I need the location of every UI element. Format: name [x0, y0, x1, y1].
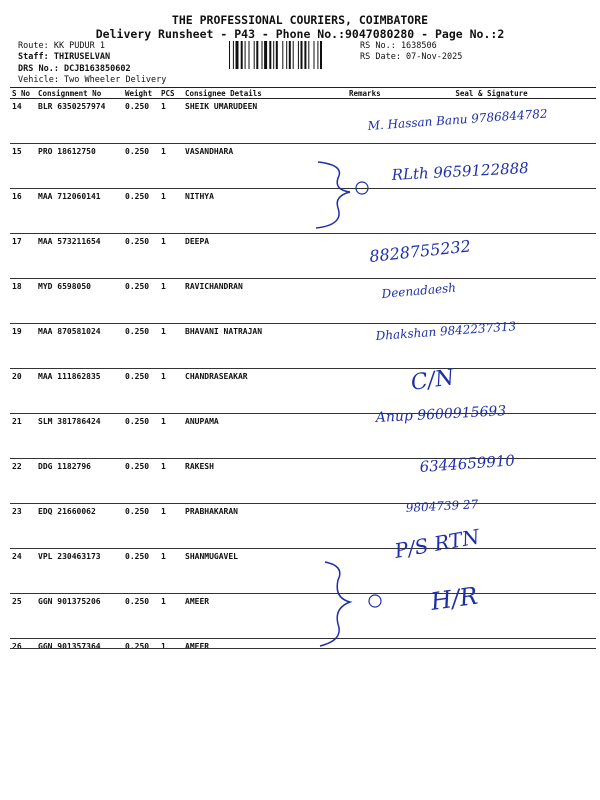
cell-consignee: AMEER	[183, 594, 347, 639]
barcode-bar	[254, 41, 255, 69]
cell-remarks	[347, 99, 387, 144]
cell-signature	[387, 234, 596, 279]
cell-sno: 15	[10, 144, 36, 189]
table-row	[10, 234, 596, 279]
cell-sno: 19	[10, 324, 36, 369]
cell-remarks	[347, 549, 387, 594]
cell-signature	[387, 594, 596, 639]
header-pcs: PCS	[159, 88, 183, 99]
barcode-bar	[298, 41, 299, 69]
company-title: THE PROFESSIONAL COURIERS, COIMBATORE	[171, 13, 429, 27]
signature-row-19: Dhakshan 9842237313	[375, 319, 517, 343]
cell-signature	[387, 549, 596, 594]
cell-sno: 23	[10, 504, 36, 549]
barcode-image	[229, 41, 355, 69]
cell-signature	[387, 189, 596, 234]
cell-remarks	[347, 504, 387, 549]
barcode-bar	[301, 41, 303, 69]
staff-label: Staff: THIRUSELVAN	[18, 52, 111, 62]
cell-weight: 0.250	[123, 324, 159, 369]
cell-weight: 0.250	[123, 189, 159, 234]
signature-row-14: M. Hassan Banu 9786844782	[367, 106, 548, 133]
cell-weight: 0.250	[123, 504, 159, 549]
table-row	[10, 549, 596, 594]
cell-signature	[387, 279, 596, 324]
cell-consignee: RAKESH	[183, 459, 347, 504]
barcode-bar	[282, 41, 283, 69]
cell-consignment: VPL 230463173	[36, 549, 123, 594]
barcode-bar	[264, 41, 267, 69]
cell-consignment: MAA 712060141	[36, 189, 123, 234]
cell-sno: 20	[10, 369, 36, 414]
cell-signature	[387, 144, 596, 189]
cell-weight: 0.250	[125, 642, 150, 651]
cell-remarks	[347, 279, 387, 324]
barcode-bar	[293, 41, 294, 69]
cell-remarks	[347, 459, 387, 504]
barcode-bar	[286, 41, 287, 69]
barcode-bar	[236, 41, 239, 69]
cell-pcs: 1	[159, 594, 183, 639]
cell-pcs: 1	[161, 642, 166, 651]
signature-row-25: H/R	[428, 581, 480, 616]
cell-pcs: 1	[159, 189, 183, 234]
table-row	[10, 99, 596, 144]
cell-weight: 0.250	[123, 234, 159, 279]
cell-pcs: 1	[159, 369, 183, 414]
cell-consignment: DDG 1182796	[36, 459, 123, 504]
barcode-bar	[229, 41, 230, 69]
cell-pcs: 1	[159, 324, 183, 369]
barcode-bar	[308, 41, 309, 69]
cell-pcs: 1	[159, 414, 183, 459]
table-row	[10, 369, 596, 414]
cell-consignee: VASANDHARA	[183, 144, 347, 189]
table-row	[10, 279, 596, 324]
cell-weight: 0.250	[123, 459, 159, 504]
barcode-bar	[289, 41, 291, 69]
cell-weight: 0.250	[123, 144, 159, 189]
barcode-bar	[314, 41, 315, 69]
cell-consignee: AMEER	[185, 642, 210, 651]
cell-pcs: 1	[159, 279, 183, 324]
cell-signature	[387, 324, 596, 369]
signature-row-24: P/S RTN	[392, 524, 482, 563]
cell-sno: 26	[12, 642, 22, 651]
header-consignment-no: Consignment No	[36, 88, 123, 99]
cell-remarks	[347, 594, 387, 639]
barcode-bar	[256, 41, 258, 69]
cell-consignment: GGN 901375206	[36, 594, 123, 639]
cell-consignee: DEEPA	[183, 234, 347, 279]
bottom-rule	[10, 648, 596, 649]
cell-remarks	[347, 144, 387, 189]
header-weight: Weight	[123, 88, 159, 99]
header-sno: S No	[10, 88, 36, 99]
runsheet-table	[10, 87, 596, 683]
cell-pcs: 1	[159, 234, 183, 279]
cell-consignment: SLM 381786424	[36, 414, 123, 459]
cell-signature	[387, 639, 596, 684]
barcode-bar	[233, 41, 234, 69]
cell-remarks	[347, 189, 387, 234]
signature-row-21: Anup 9600915693	[375, 403, 507, 426]
cell-consignment: GGN 901357364	[38, 642, 101, 651]
cell-weight: 0.250	[123, 594, 159, 639]
cell-remarks	[347, 369, 387, 414]
cell-pcs: 1	[159, 549, 183, 594]
table-row	[10, 144, 596, 189]
table-row	[10, 639, 596, 684]
cell-sno: 24	[10, 549, 36, 594]
cell-sno: 22	[10, 459, 36, 504]
cell-weight: 0.250	[123, 279, 159, 324]
barcode-bar	[241, 41, 243, 69]
cell-pcs: 1	[159, 144, 183, 189]
cell-consignee: BHAVANI NATRAJAN	[183, 324, 347, 369]
barcode-bar	[245, 41, 246, 69]
table-row	[10, 459, 596, 504]
cell-pcs: 1	[159, 504, 183, 549]
cell-consignment: MAA 111862835	[36, 369, 123, 414]
signature-row-15: RLth 9659122888	[391, 158, 530, 184]
cell-signature	[387, 504, 596, 549]
cell-pcs: 1	[159, 459, 183, 504]
runsheet-subtitle: Delivery Runsheet - P43 - Phone No.:9047080280 - Page No.:2	[95, 27, 505, 41]
rs-date: RS Date: 07-Nov-2025	[360, 52, 463, 62]
barcode-bar	[276, 41, 278, 69]
signature-row-22: 6344659910	[419, 451, 516, 476]
drs-number: DRS No.: DCJB163850602	[18, 64, 131, 74]
cell-pcs: 1	[159, 99, 183, 144]
header-consignee: Consignee Details	[183, 88, 347, 99]
cell-sno: 17	[10, 234, 36, 279]
cell-sno: 25	[10, 594, 36, 639]
header-remarks: Remarks	[347, 88, 387, 99]
signature-row-20: C/N	[409, 365, 456, 396]
cell-sno: 18	[10, 279, 36, 324]
table-row	[10, 414, 596, 459]
table-row	[10, 324, 596, 369]
header-signature: Seal & Signature	[387, 88, 596, 99]
cell-consignee: RAVICHANDRAN	[183, 279, 347, 324]
cell-sno: 16	[10, 189, 36, 234]
cell-signature	[387, 459, 596, 504]
barcode-bar	[249, 41, 250, 69]
cell-consignment: PRO 18612750	[36, 144, 123, 189]
cell-consignee: SHEIK UMARUDEEN	[183, 99, 347, 144]
table-row	[10, 504, 596, 549]
barcode-bar	[317, 41, 318, 69]
table-header-row	[10, 88, 596, 99]
vehicle-label: Vehicle: Two Wheeler Delivery	[18, 75, 167, 85]
barcode-bar	[269, 41, 271, 69]
cell-remarks	[347, 234, 387, 279]
cell-weight: 0.250	[123, 414, 159, 459]
signature-row-23: 9804739 27	[405, 497, 479, 515]
cell-consignee: SHANMUGAVEL	[183, 549, 347, 594]
cell-sno: 21	[10, 414, 36, 459]
barcode-bar	[262, 41, 263, 69]
cell-consignee: NITHYA	[183, 189, 347, 234]
cell-remarks	[347, 414, 387, 459]
cell-signature	[387, 369, 596, 414]
cell-sno: 14	[10, 99, 36, 144]
cell-signature	[387, 99, 596, 144]
signature-row-17: 8828755232	[368, 236, 472, 266]
barcode-bar	[273, 41, 274, 69]
route-label: Route: KK PUDUR 1	[18, 41, 105, 51]
cell-consignment: MAA 870581024	[36, 324, 123, 369]
cell-remarks	[347, 639, 387, 684]
cell-consignment: BLR 6350257974	[36, 99, 123, 144]
cell-weight: 0.250	[123, 549, 159, 594]
table-row	[10, 594, 596, 639]
cell-consignment: MYD 6598050	[36, 279, 123, 324]
cell-consignment: MAA 573211654	[36, 234, 123, 279]
table-row	[10, 189, 596, 234]
rs-number: RS No.: 1638506	[360, 41, 437, 51]
barcode-bar	[304, 41, 306, 69]
cell-signature	[387, 414, 596, 459]
cell-consignee: PRABHAKARAN	[183, 504, 347, 549]
cell-consignee: ANUPAMA	[183, 414, 347, 459]
barcode-bar	[320, 41, 322, 69]
signature-row-18: Deenadaesh	[381, 280, 457, 301]
cell-consignment: EDQ 21660062	[36, 504, 123, 549]
cell-weight: 0.250	[123, 369, 159, 414]
cell-consignee: CHANDRASEAKAR	[183, 369, 347, 414]
cell-remarks	[347, 324, 387, 369]
cell-weight: 0.250	[123, 99, 159, 144]
